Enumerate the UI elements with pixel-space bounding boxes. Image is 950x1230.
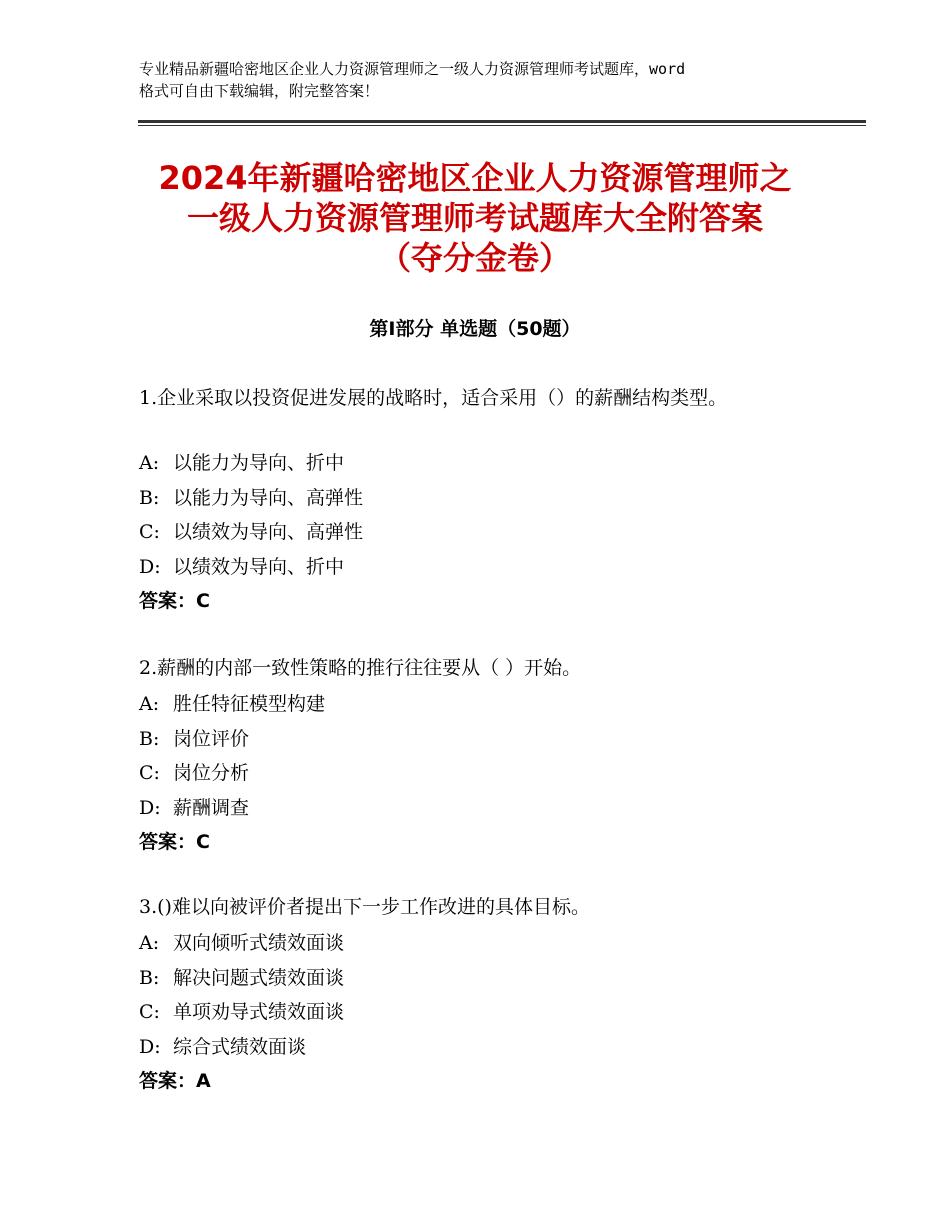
- option-text: 以能力为导向、折中: [173, 452, 345, 474]
- option-c: [139, 756, 799, 791]
- option-text: 岗位评价: [173, 727, 250, 750]
- option-text: 以绩效为导向、高弹性: [173, 521, 364, 543]
- option-d: [139, 550, 799, 585]
- option-letter: A:: [139, 932, 160, 954]
- option-text: 薪酬调查: [173, 796, 250, 819]
- option-letter: B:: [139, 966, 160, 989]
- option-d: [139, 791, 799, 826]
- option-text: 解决问题式绩效面谈: [173, 966, 345, 989]
- document-title-line-1: 2024年新疆哈密地区企业人力资源管理师之: [158, 159, 792, 197]
- option-letter: B:: [139, 727, 160, 750]
- document-title-line-2: 一级人力资源管理师考试题库大全附答案: [186, 199, 763, 237]
- option-text: 双向倾听式绩效面谈: [173, 932, 345, 954]
- option-letter: A:: [139, 452, 160, 474]
- option-text: 单项劝导式绩效面谈: [173, 1001, 345, 1023]
- question-2: [139, 655, 799, 859]
- option-b: [139, 722, 799, 757]
- option-text: 以能力为导向、高弹性: [173, 486, 364, 509]
- option-letter: C:: [139, 762, 160, 784]
- option-letter: D:: [139, 1035, 161, 1058]
- header-note: [139, 58, 829, 102]
- option-b: [139, 481, 799, 516]
- answer: 答案：C: [139, 590, 210, 612]
- document-title-line-3: （夺分金卷）: [378, 239, 571, 277]
- option-letter: C:: [139, 521, 160, 543]
- header-divider-thick: [138, 120, 866, 123]
- option-letter: A:: [139, 693, 160, 715]
- answer: 答案：A: [139, 1070, 211, 1092]
- option-text: 胜任特征模型构建: [173, 693, 326, 715]
- option-a: [139, 687, 799, 722]
- question-stem: 1.企业采取以投资促进发展的战略时，适合采用（）的薪酬结构类型。: [139, 387, 728, 409]
- question-1: [139, 382, 799, 618]
- answer: 答案：C: [139, 831, 210, 853]
- option-a: [139, 926, 799, 961]
- option-c: [139, 995, 799, 1030]
- header-note-line-2: 格式可自由下载编辑，附完整答案！: [139, 82, 380, 100]
- question-3: [139, 894, 799, 1098]
- header-note-line-1: 专业精品新疆哈密地区企业人力资源管理师之一级人力资源管理师考试题库，word: [139, 60, 686, 78]
- option-letter: D:: [139, 555, 161, 578]
- option-b: [139, 961, 799, 996]
- question-stem: 2.薪酬的内部一致性策略的推行往往要从（ ）开始。: [139, 657, 582, 679]
- option-text: 岗位分析: [173, 762, 250, 784]
- option-letter: D:: [139, 796, 161, 819]
- section-heading: 第Ⅰ部分 单选题（50题）: [369, 318, 581, 340]
- option-letter: C:: [139, 1001, 160, 1023]
- question-stem: 3.()难以向被评价者提出下一步工作改进的具体目标。: [139, 896, 590, 918]
- option-d: [139, 1030, 799, 1065]
- option-text: 综合式绩效面谈: [173, 1035, 307, 1058]
- option-a: [139, 446, 799, 481]
- header-divider-thin: [138, 125, 866, 126]
- document-title: [120, 158, 830, 278]
- option-c: [139, 515, 799, 550]
- option-text: 以绩效为导向、折中: [173, 555, 345, 578]
- option-letter: B:: [139, 486, 160, 509]
